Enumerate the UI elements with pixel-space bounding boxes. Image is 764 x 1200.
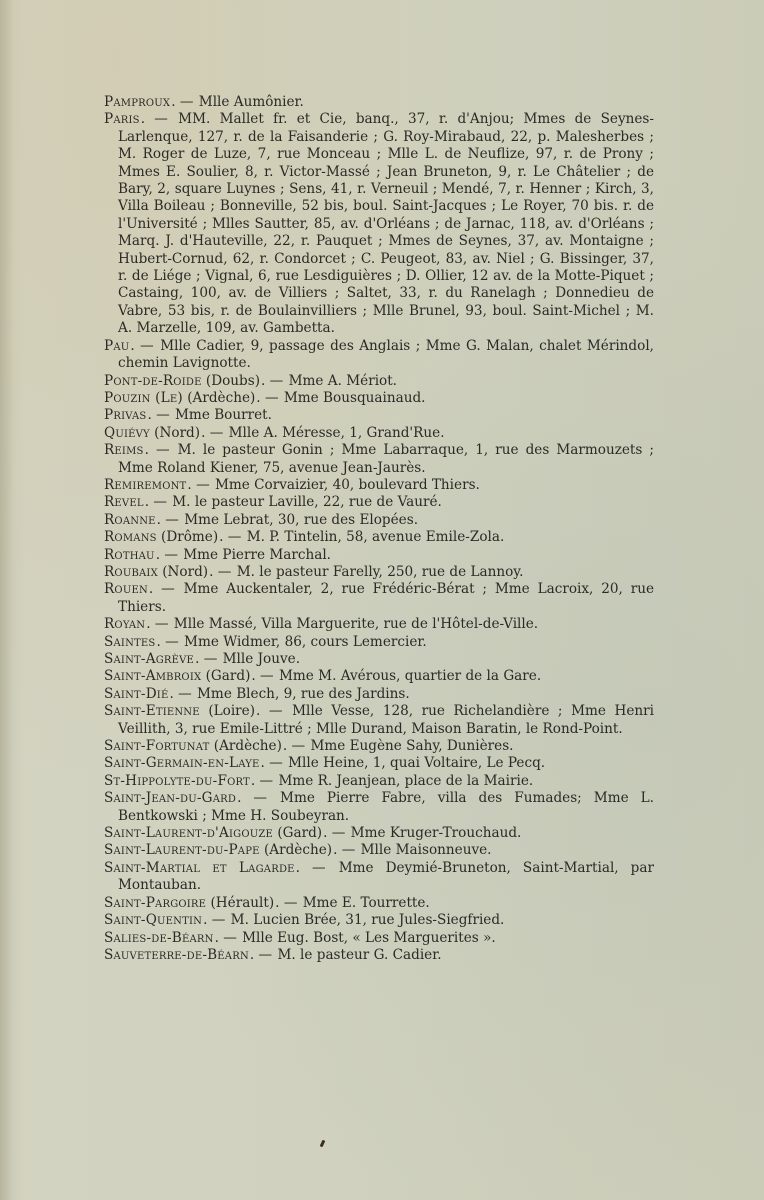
entry-contacts: Mme Eugène Sahy, Dunières. xyxy=(310,738,514,755)
directory-entry xyxy=(104,547,654,564)
entry-place: Remiremont xyxy=(104,476,187,493)
entry-place: Paris xyxy=(104,111,140,128)
entry-place: St-Hippolyte-du-Fort xyxy=(104,772,250,789)
entry-place: Romans xyxy=(104,529,157,546)
entry-region: (Nord) xyxy=(157,563,209,580)
entry-region: (Gard) xyxy=(201,668,251,685)
directory-entry xyxy=(104,738,654,755)
directory-page xyxy=(104,94,654,964)
directory-entry xyxy=(104,755,654,772)
entry-separator: . — xyxy=(333,842,360,859)
entry-place: Pouzin (Le) xyxy=(104,389,183,406)
entry-contacts: M. P. Tintelin, 58, avenue Emile-Zola. xyxy=(246,529,505,546)
directory-entry xyxy=(104,442,654,477)
directory-entry xyxy=(104,407,654,424)
entry-contacts: Mme Pierre Marchal. xyxy=(183,546,331,563)
entry-place: Sauveterre-de-Béarn xyxy=(104,946,249,963)
entry-separator: . — xyxy=(144,494,172,511)
entry-separator: . — xyxy=(203,912,230,929)
entry-place: Pamproux xyxy=(104,94,171,110)
entry-contacts: M. le pasteur G. Cadier. xyxy=(277,946,442,963)
entry-contacts: Mme Deymié-Bruneton, Saint-Martial, par Montauban. xyxy=(118,859,654,894)
directory-entry xyxy=(104,494,654,511)
entry-separator: . — xyxy=(171,94,198,110)
entry-separator: . — xyxy=(219,529,246,546)
entry-separator: . — xyxy=(156,633,184,650)
entry-separator: . — xyxy=(261,372,288,389)
entry-place: Roanne xyxy=(104,511,156,528)
directory-entry xyxy=(104,842,654,859)
page-edge-shadow xyxy=(0,0,14,1200)
entry-place: Saint-Laurent-du-Pape xyxy=(104,842,260,859)
entry-place: Saint-Ambroix xyxy=(104,668,202,685)
entry-region: (Gard) xyxy=(273,825,323,842)
entry-place: Pau xyxy=(104,337,130,354)
entry-separator: . — xyxy=(249,946,277,963)
entry-region: (Doubs) xyxy=(201,372,261,389)
entry-contacts: M. le pasteur Laville, 22, rue de Vauré. xyxy=(172,494,442,511)
entry-contacts: Mme Kruger-Trouchaud. xyxy=(350,825,522,842)
directory-entry xyxy=(104,529,654,546)
directory-entry xyxy=(104,912,654,929)
entry-contacts: M. le pasteur Farelly, 250, rue de Lannoy. xyxy=(236,563,524,580)
directory-entry xyxy=(104,425,654,442)
entry-place: Saint-Pargoire xyxy=(104,894,207,911)
entry-contacts: Mme Bourret. xyxy=(175,407,272,424)
entry-separator: . — xyxy=(195,651,222,667)
directory-entry xyxy=(104,564,654,581)
directory-entry xyxy=(104,895,654,912)
entry-place: Saint-Quentin xyxy=(104,912,203,929)
entry-place: Revel xyxy=(104,494,144,511)
entry-place: Saint-Laurent-d'Aigouze xyxy=(104,825,274,842)
entry-place: Rothau xyxy=(104,546,155,563)
entry-place: Pont-de-Roide xyxy=(104,372,202,389)
directory-entry xyxy=(104,703,654,738)
entry-contacts: Mlle Cadier, 9, passage des Anglais ; Mme G. Malan, chalet Mérindol, chemin Lavignotte. xyxy=(118,337,654,372)
entry-contacts: Mme R. Jeanjean, place de la Mairie. xyxy=(278,772,534,789)
directory-entry xyxy=(104,651,654,668)
entry-region: (Ardèche) xyxy=(182,389,256,406)
entry-place: Saintes xyxy=(104,633,156,650)
entry-separator: . — xyxy=(147,407,175,424)
entry-separator: . — xyxy=(201,424,228,441)
directory-entry xyxy=(104,790,654,825)
entry-separator: . — xyxy=(169,685,197,702)
entry-separator: . — xyxy=(155,546,183,563)
entry-place: Saint-Fortunat xyxy=(104,738,210,755)
entry-contacts: Mlle Eug. Bost, « Les Marguerites ». xyxy=(242,929,496,946)
entry-contacts: Mme Blech, 9, rue des Jardins. xyxy=(197,685,410,702)
directory-entry xyxy=(104,512,654,529)
entry-contacts: Mlle Vesse, 128, rue Richelandière ; Mme Henri Veillith, 3, rue Emile-Littré ; Mlle Durand, Maison Baratin, le Rond-Point. xyxy=(118,703,654,737)
entry-region: (Ardèche) xyxy=(259,842,333,859)
directory-entry xyxy=(104,686,654,703)
entry-contacts: Mme Auckentaler, 2, rue Frédéric-Bérat ; Mme Lacroix, 20, rue Thiers. xyxy=(118,581,654,615)
entry-place: Reims xyxy=(104,442,144,459)
directory-entry xyxy=(104,390,654,407)
directory-entry xyxy=(104,111,654,337)
entry-separator: . — xyxy=(282,738,310,755)
entry-place: Royan xyxy=(104,616,146,633)
entry-separator: . — xyxy=(323,825,350,842)
entry-contacts: Mme E. Tourrette. xyxy=(302,894,430,911)
entry-place: Saint-Dié xyxy=(104,685,169,702)
entry-contacts: Mme Widmer, 86, cours Lemercier. xyxy=(184,633,427,650)
entry-contacts: Mme Bousquainaud. xyxy=(283,389,426,406)
entry-separator: . — xyxy=(156,511,184,528)
entry-place: Privas xyxy=(104,407,147,424)
directory-entry xyxy=(104,825,654,842)
entry-separator: . — xyxy=(251,668,278,685)
directory-entry xyxy=(104,616,654,633)
entry-contacts: M. Lucien Brée, 31, rue Jules-Siegfried. xyxy=(230,912,505,929)
entry-place: Saint-Germain-en-Laye xyxy=(104,755,260,772)
entry-separator: . — xyxy=(295,859,338,876)
entry-region: (Nord) xyxy=(149,424,201,441)
entry-contacts: Mme A. Mériot. xyxy=(288,372,398,389)
entry-separator: . — xyxy=(256,389,283,406)
directory-entry xyxy=(104,930,654,947)
entry-place: Saint-Jean-du-Gard xyxy=(104,790,237,807)
entry-region: (Loire) xyxy=(199,703,256,720)
directory-entry xyxy=(104,773,654,790)
entry-place: Roubaix xyxy=(104,563,158,580)
ink-speck xyxy=(320,1140,326,1148)
entry-contacts: Mme Corvaizier, 40, boulevard Thiers. xyxy=(214,476,480,493)
entry-separator: . — xyxy=(148,581,183,598)
directory-entry xyxy=(104,860,654,895)
entry-contacts: Mlle A. Méresse, 1, Grand'Rue. xyxy=(228,424,445,441)
entry-contacts: Mlle Aumônier. xyxy=(198,94,304,110)
entry-place: Saint-Martial et Lagarde xyxy=(104,859,295,876)
entry-separator: . — xyxy=(260,755,288,772)
entry-separator: . — xyxy=(237,790,280,807)
entry-separator: . — xyxy=(256,703,292,720)
entry-contacts: Mlle Massé, Villa Marguerite, rue de l'Hôtel-de-Ville. xyxy=(173,616,539,633)
entry-contacts: Mme Pierre Fabre, villa des Fumades; Mme L. Bentkowski ; Mme H. Soubeyran. xyxy=(118,790,654,824)
directory-entry xyxy=(104,373,654,390)
entry-place: Quiévy xyxy=(104,424,150,441)
entry-separator: . — xyxy=(130,337,160,354)
directory-entry xyxy=(104,634,654,651)
entry-contacts: Mlle Heine, 1, quai Voltaire, Le Pecq. xyxy=(288,755,546,772)
entry-separator: . — xyxy=(140,111,178,128)
entry-region: (Drôme) xyxy=(156,529,219,546)
entry-separator: . — xyxy=(146,616,173,633)
directory-entry xyxy=(104,477,654,494)
entry-contacts: Mme M. Avérous, quartier de la Gare. xyxy=(278,668,542,685)
entry-place: Saint-Agrève xyxy=(104,651,195,667)
directory-entry xyxy=(104,581,654,616)
directory-entry xyxy=(104,668,654,685)
entry-separator: . — xyxy=(250,772,278,789)
directory-entry xyxy=(104,338,654,373)
entry-separator: . — xyxy=(275,894,302,911)
entry-place: Saint-Etienne xyxy=(104,703,200,720)
entry-place: Salies-de-Béarn xyxy=(104,929,214,946)
entry-contacts: MM. Mallet fr. et Cie, banq., 37, r. d'Anjou; Mmes de Seynes-Larlenque, 127, r. de la Faisanderie ; G. Roy-Mirabaud, 22, p. Malesherbes ; M. Roger de Luze, 7, rue Monceau ; Mlle L. de Neuflize, 97, r. de Prony ; Mmes E. Soulier, 8, r. Victor-Massé ; Jean Bruneton, 9, r. Le Châtelier ; de Bary, 2, square Luynes ; Sens, 41, r. Verneuil ; Mendé, 7, r. Henner ; Kirch, 3, Villa Boileau ; Bonneville, 52 bis, boul. Saint-Jacques ; Le Royer, 70 bis. r. de l'Université ; Mlles Sautter, 85, av. d'Orléans ; de Jarnac, 118, av. d'Orléans ; Marq. J. d'Hauteville, 22, r. Pauquet ; Mmes de Seynes, 37, av. Montaigne ; Hubert-Cornud, 62, r. Condorcet ; C. Peugeot, 83, av. Niel ; G. Bissinger, 37, r. de Liége ; Vignal, 6, rue Lesdiguières ; D. Ollier, 12 av. de la Motte-Piquet ; Castaing, 100, av. de Villiers ; Saltet, 33, r. du Ranelagh ; Donnedieu de Vabre, 53 bis, r. de Boulainvilliers ; Mlle Brunel, 93, boul. Saint-Michel ; M. A. Marzelle, 109, av. Gambetta. xyxy=(118,111,654,337)
entry-region: (Hérault) xyxy=(206,894,275,911)
entry-contacts: Mlle Maisonneuve. xyxy=(360,842,492,859)
entry-separator: . — xyxy=(214,929,242,946)
entry-contacts: Mme Lebrat, 30, rue des Elopées. xyxy=(184,511,419,528)
entry-place: Rouen xyxy=(104,581,148,598)
entry-separator: . — xyxy=(209,563,236,580)
entry-separator: . — xyxy=(187,476,214,493)
directory-entry xyxy=(104,94,654,111)
entry-contacts: M. le pasteur Gonin ; Mme Labarraque, 1, rue des Marmouzets ; Mme Roland Kiener, 75, avenue Jean-Jaurès. xyxy=(118,442,654,476)
entry-contacts: Mlle Jouve. xyxy=(222,651,301,667)
entry-separator: . — xyxy=(144,442,177,459)
directory-entry xyxy=(104,947,654,964)
entry-region: (Ardèche) xyxy=(209,738,282,755)
